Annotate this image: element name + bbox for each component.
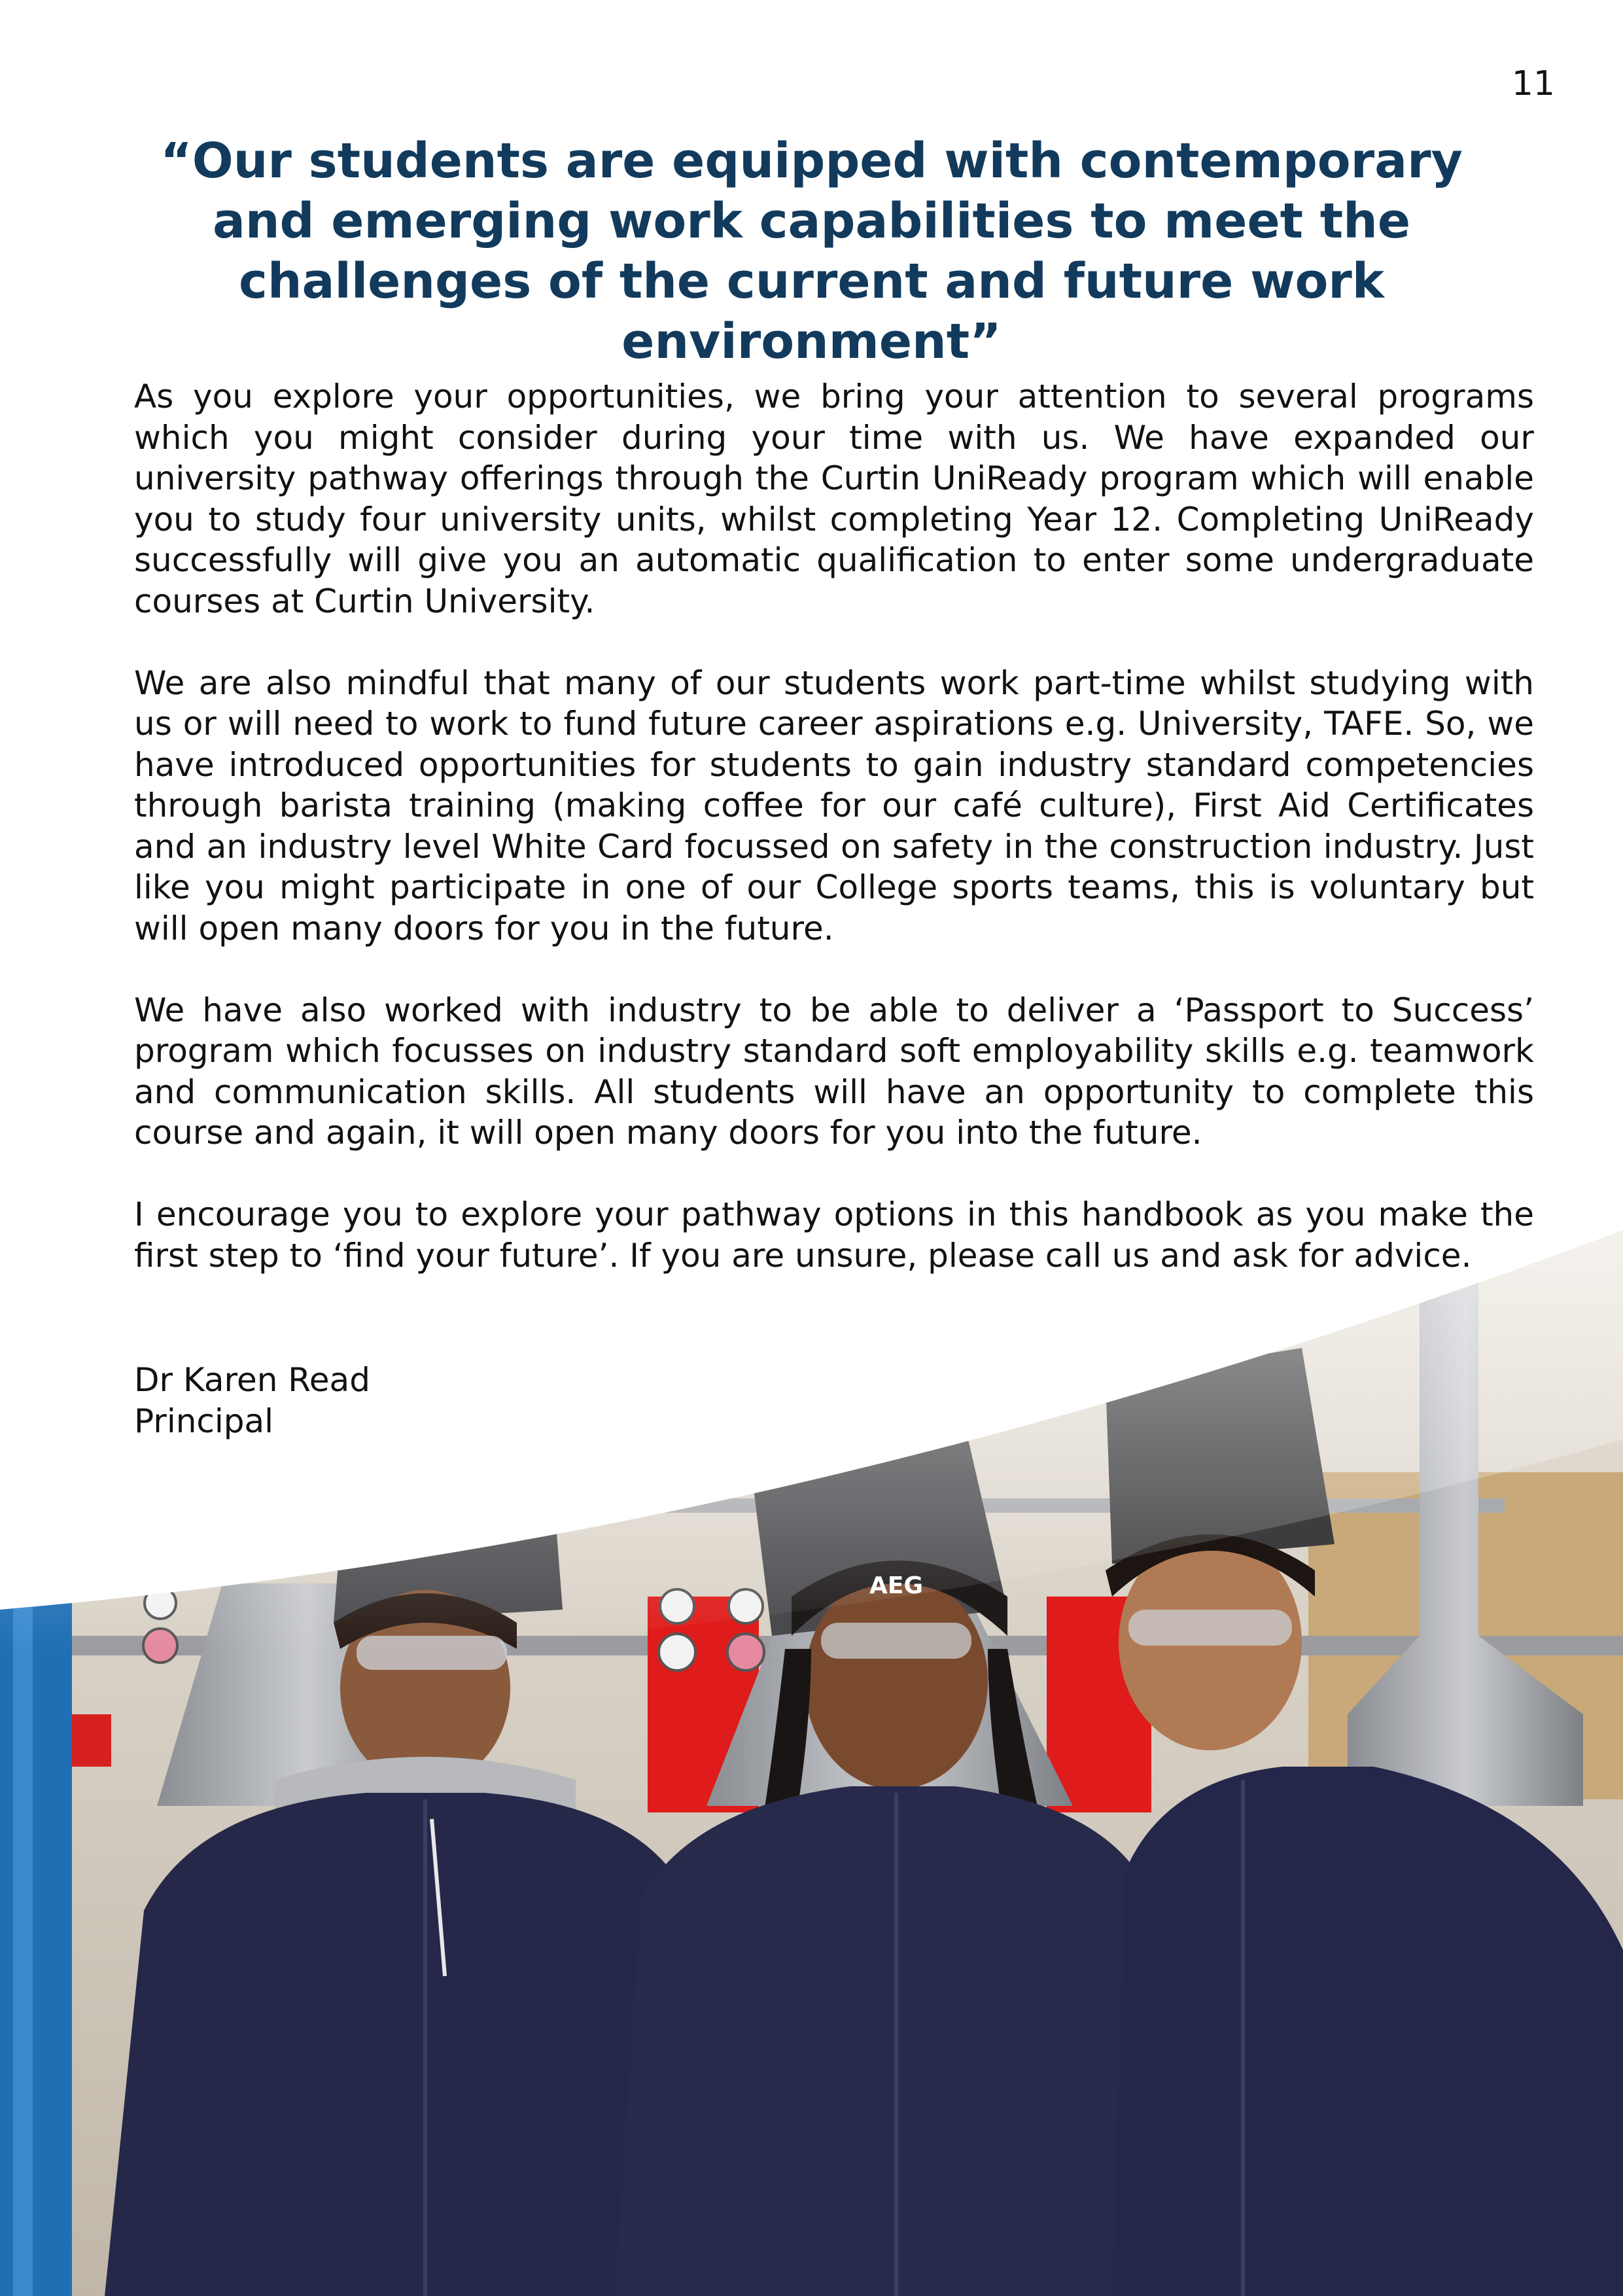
paragraph-uniready: As you explore your opportunities, we bring your attention to several programs which you might consider during your time with us. We have expanded our university pathway offerings through the Curtin UniReady program which will enable you to study four university units, whilst completing Year 12. Completing UniReady successfully will give you an automatic qualification to enter some undergraduate courses at Curtin University. xyxy=(134,378,1534,620)
body-text xyxy=(134,376,1534,1317)
pull-quote: “Our students are equipped with contemporary and emerging work capabilities to meet the challenges of the current and future work environment” xyxy=(160,133,1463,370)
paragraph-encouragement: I encourage you to explore your pathway options in this handbook as you make the first step to ‘find your future’. If you are unsure, please call us and ask for advice. xyxy=(134,1195,1534,1275)
signatory-title: Principal xyxy=(134,1402,274,1440)
paragraph-industry-competencies: We are also mindful that many of our students work part-time whilst studying with us or will need to work to fund future career aspirations e.g. University, TAFE. So, we have introduced opportunities for students to gain industry standard competencies through barista training (making coffee for our café culture), First Aid Certificates and an industry level White Card focussed on safety in the construction industry. Just like you might participate in one of our College sports teams, this is voluntary but will open many doors for you in the future. xyxy=(134,663,1534,947)
signature-block xyxy=(134,1360,370,1441)
paragraph-passport-to-success: We have also worked with industry to be able to deliver a ‘Passport to Success’ program which focusses on industry standard soft employability skills e.g. teamwork and communication skills. All students will have an opportunity to complete this course and again, it will open many doors for you into the future. xyxy=(134,991,1534,1152)
signatory-name: Dr Karen Read xyxy=(134,1361,370,1399)
page-number: 11 xyxy=(1511,64,1555,103)
